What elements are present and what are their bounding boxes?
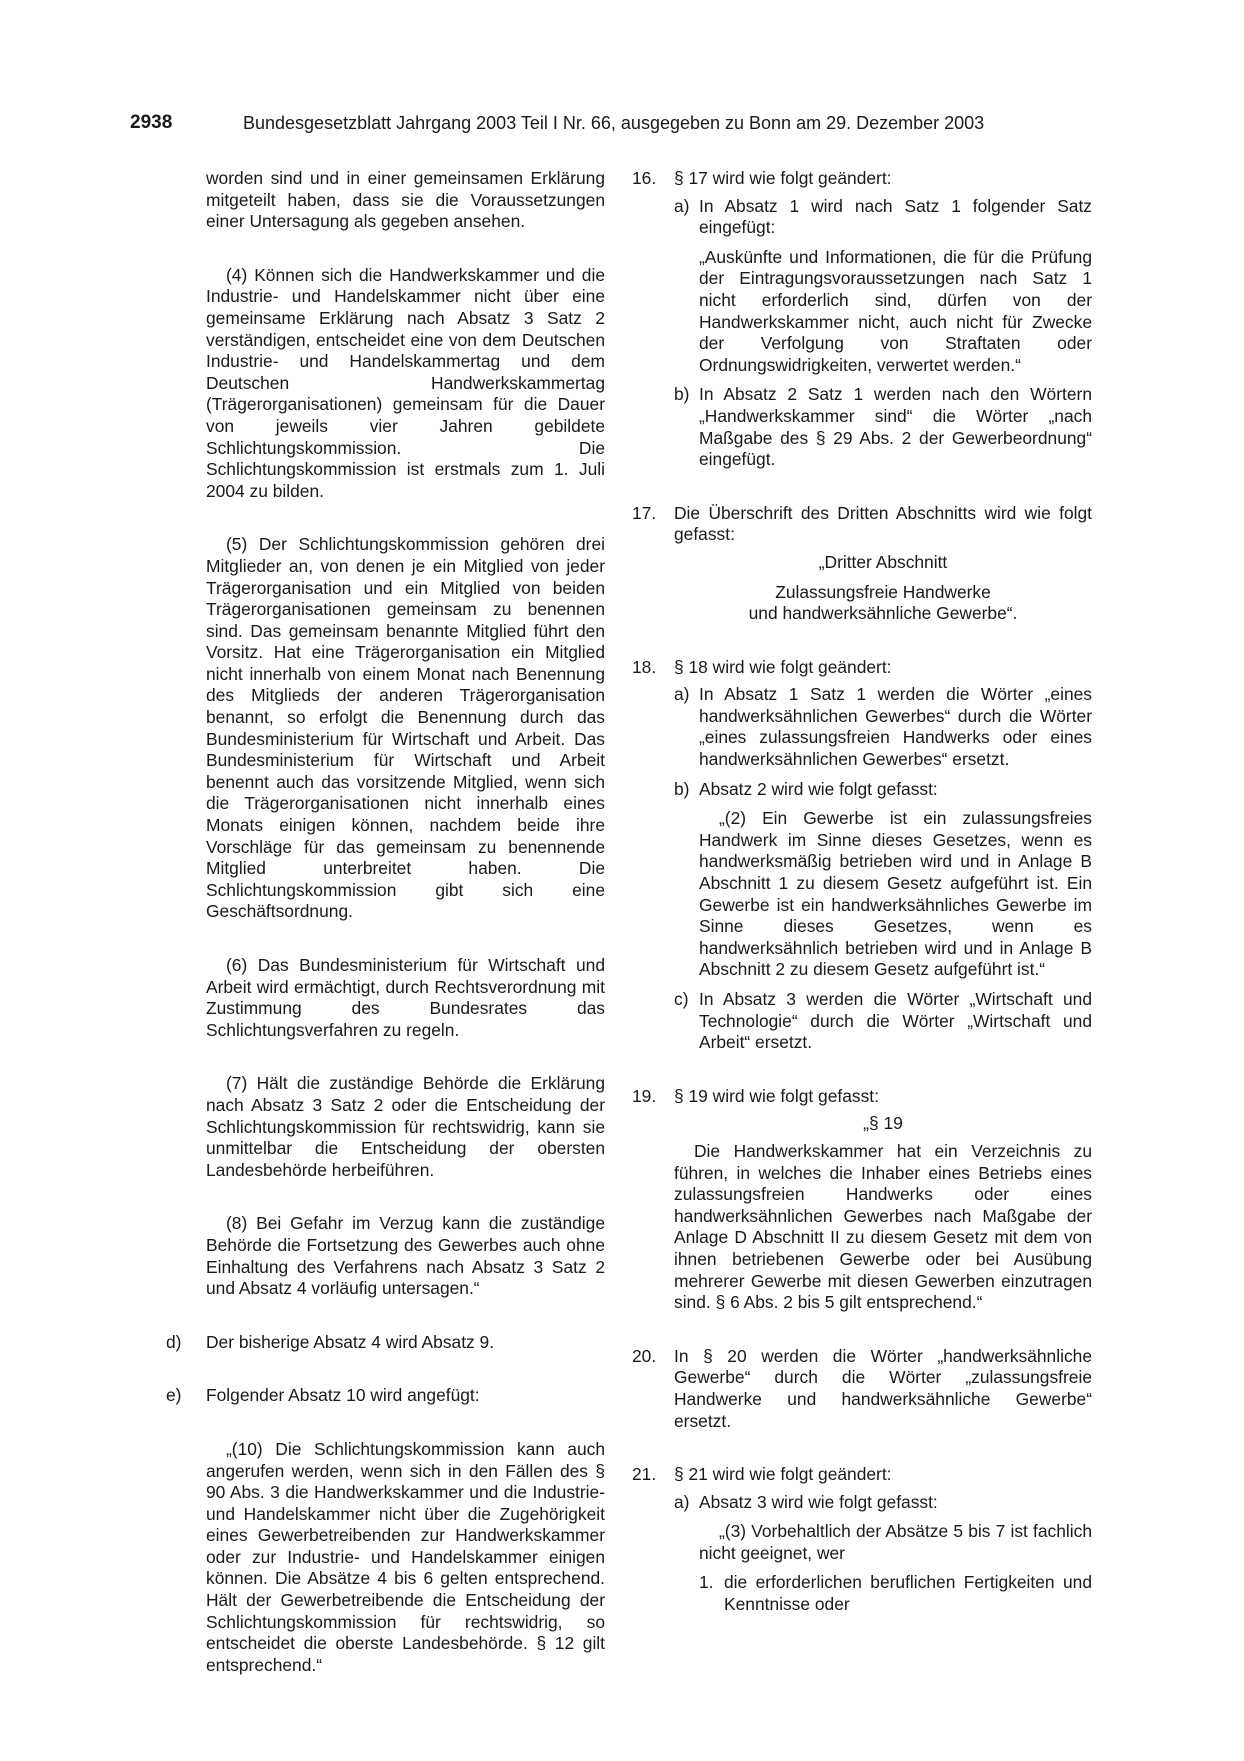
page-number: 2938 <box>130 112 173 133</box>
item-18b-quote: „(2) Ein Gewerbe ist ein zulassungsfreies Handwerk im Sinne dieses Gesetzes, wenn es handwerksmäßig betrieben wird und in Anlage B Abschnitt 1 zu diesem Gesetz aufgeführt ist. Ein Gewerbe ist ein handwerksähnliches Gewerbe im Sinne dieses Gesetzes, wenn es handwerksähnlich betrieben wird und in Anlage B Abschnitt 2 zu diesem Gesetz aufgeführt ist.“ <box>699 808 1092 980</box>
gazette-title: Bundesgesetzblatt Jahrgang 2003 Teil I Nr. 66, ausgegeben zu Bonn am 29. Dezember 2003 <box>243 113 985 133</box>
paragraph-4: (4) Können sich die Handwerkskammer und die Industrie- und Handelskammer nicht über eine gemeinsame Erklärung nach Absatz 3 Satz 2 verständigen, entscheidet eine von dem Deutschen Industrie- und Handelskammertag und dem Deutschen Handwerkskammertag (Trägerorganisationen) gemeinsam für die Dauer von jeweils vier Jahren gebildete Schlichtungskommission. Die Schlichtungskommission ist erstmals zum 1. Juli 2004 zu bilden. <box>206 264 605 501</box>
item-21a-1-text: die erforderlichen beruflichen Fertigkeiten und Kenntnisse oder <box>724 1572 1092 1615</box>
paragraph-8: (8) Bei Gefahr im Verzug kann die zuständige Behörde die Fortsetzung des Gewerbes auch ohne Einhaltung des Verfahrens nach Absatz 3 Satz 2 und Absatz 4 vorläufig untersagen.“ <box>206 1213 605 1299</box>
item-19-number: 19. <box>632 1085 657 1106</box>
item-d-label: d) <box>166 1331 182 1352</box>
item-20-number: 20. <box>632 1345 657 1366</box>
left-column <box>166 168 605 1676</box>
item-17-number: 17. <box>632 502 657 523</box>
paragraph-5: (5) Der Schlichtungskommission gehören drei Mitglieder an, von denen je ein Mitglied von jeder Trägerorganisation und ein Mitglied von beiden Trägerorganisationen gemeinsam zu benennen sind. Das gemeinsam benannte Mitglied führt den Vorsitz. Hat eine Trägerorganisation ein Mitglied nicht innerhalb von einem Monat nach Benennung des Mitglieds der anderen Trägerorganisation benannt, so erfolgt die Benennung durch das Bundesministerium für Wirtschaft und Arbeit. Das Bundesministerium für Wirtschaft und Arbeit benennt auch das vorsitzende Mitglied, wenn sich die Trägerorganisationen nicht innerhalb eines Monats einigen können, nachdem beide ihre Vorschläge für das gemeinsam zu benennende Mitglied unterbreitet haben. Die Schlichtungskommission gibt sich eine Geschäftsordnung. <box>206 534 605 922</box>
page-header <box>130 112 1130 142</box>
item-19-quote: Die Handwerkskammer hat ein Verzeichnis zu führen, in welches die Inhaber eines Betriebs eines zulassungsfreien Handwerks oder eines handwerksähnlichen Gewerbes nach Maßgabe der Anlage D Abschnitt II zu diesem Gesetz mit dem von ihnen betriebenen Gewerbe oder bei Ausübung mehrerer Gewerbe mit diesen Gewerben einzutragen sind. § 6 Abs. 2 bis 5 gilt entsprechend.“ <box>674 1140 1092 1313</box>
item-18c-label: c) <box>674 989 689 1009</box>
item-18b-text: Absatz 2 wird wie folgt gefasst: <box>699 778 938 799</box>
item-18 <box>632 657 1092 679</box>
item-e <box>166 1385 605 1407</box>
item-18b-label: b) <box>674 778 690 799</box>
item-18c <box>674 989 1092 1054</box>
item-16b-label: b) <box>674 384 690 405</box>
item-21-text: § 21 wird wie folgt geändert: <box>674 1464 892 1485</box>
item-16a-text: In Absatz 1 wird nach Satz 1 folgender Satz eingefügt: <box>699 195 1092 238</box>
item-19 <box>632 1086 1092 1108</box>
item-e-label: e) <box>166 1385 182 1406</box>
item-17-heading-2: Zulassungsfreie Handwerke <box>775 581 991 602</box>
item-16-number: 16. <box>632 168 657 188</box>
item-21a-quote: „(3) Vorbehaltlich der Absätze 5 bis 7 ist fachlich nicht geeignet, wer <box>699 1521 1092 1563</box>
item-18c-text: In Absatz 3 werden die Wörter „Wirtschaft und Technologie“ durch die Wörter „Wirtschaft und Arbeit“ ersetzt. <box>699 989 1092 1053</box>
item-17-heading-3: und handwerksähnliche Gewerbe“. <box>748 603 1018 624</box>
item-18b <box>674 779 1092 801</box>
item-18-number: 18. <box>632 656 657 677</box>
item-19-text: § 19 wird wie folgt gefasst: <box>674 1085 879 1106</box>
item-16a-label: a) <box>674 195 690 216</box>
item-20 <box>632 1346 1092 1432</box>
item-18a-label: a) <box>674 684 690 705</box>
item-16a-quote: „Auskünfte und Informationen, die für die Prüfung der Eintragungsvoraussetzungen nach Satz 1 nicht erforderlich sind, dürfen von der Handwerkskammer nicht, auch nicht für Zwecke der Verfolgung von Straftaten oder Ordnungswidrigkeiten, verwertet werden.“ <box>699 246 1092 375</box>
item-19-heading: „§ 19 <box>863 1113 903 1134</box>
item-e-text: Folgender Absatz 10 wird angefügt: <box>206 1385 480 1406</box>
item-17-heading-1: „Dritter Abschnitt <box>818 551 948 572</box>
item-18a <box>674 684 1092 770</box>
item-21a-1 <box>699 1572 1092 1615</box>
item-17-text: Die Überschrift des Dritten Abschnitts wird wie folgt gefasst: <box>674 502 1092 545</box>
paragraph-6: (6) Das Bundesministerium für Wirtschaft und Arbeit wird ermächtigt, durch Rechtsverordnung mit Zustimmung des Bundesrates das Schlichtungsverfahren zu regeln. <box>206 955 605 1040</box>
item-16 <box>632 168 1092 190</box>
item-21a-label: a) <box>674 1491 690 1512</box>
paragraph-7: (7) Hält die zuständige Behörde die Erklärung nach Absatz 3 Satz 2 oder die Entscheidung der Schlichtungskommission für rechtswidrig, kann sie unmittelbar die Entscheidung der obersten Landesbehörde herbeiführen. <box>206 1073 605 1180</box>
item-d <box>166 1332 605 1354</box>
item-21 <box>632 1464 1092 1486</box>
item-18a-text: In Absatz 1 Satz 1 werden die Wörter „eines handwerksähnlichen Gewerbes“ durch die Wörter „eines zulassungsfreien Handwerks oder eines handwerksähnlichen Gewerbes“ ersetzt. <box>699 684 1092 770</box>
item-21a-1-label: 1. <box>699 1572 714 1593</box>
item-21a <box>674 1492 1092 1514</box>
item-20-text: In § 20 werden die Wörter „handwerksähnliche Gewerbe“ durch die Wörter „zulassungsfreie Handwerke und handwerksähnliche Gewerbe“ ersetzt. <box>674 1345 1092 1431</box>
item-d-text: Der bisherige Absatz 4 wird Absatz 9. <box>206 1331 495 1352</box>
item-16b-text: In Absatz 2 Satz 1 werden nach den Wörtern „Handwerkskammer sind“ die Wörter „nach Maßgabe des § 29 Abs. 2 der Gewerbeordnung“ eingefügt. <box>699 384 1092 470</box>
item-17 <box>632 503 1092 546</box>
item-21a-text: Absatz 3 wird wie folgt gefasst: <box>699 1491 938 1512</box>
paragraph-10: „(10) Die Schlichtungskommission kann auch angerufen werden, wenn sich in den Fällen des § 90 Abs. 3 die Handwerkskammer und die Industrie- und Handelskammer nicht über die Zugehörigkeit eines Gewerbetreibenden zur Handwerkskammer oder zur Industrie- und Handelskammer einigen können. Die Absätze 4 bis 6 gelten entsprechend. Hält der Gewerbetreibende die Entscheidung der Schlichtungskommission für rechtswidrig, so entscheidet die oberste Landesbehörde. § 12 gilt entsprechend.“ <box>206 1438 605 1675</box>
item-18-text: § 18 wird wie folgt geändert: <box>674 656 892 677</box>
right-column <box>632 168 1092 1616</box>
item-21-number: 21. <box>632 1464 657 1485</box>
item-16-text: § 17 wird wie folgt geändert: <box>674 168 892 188</box>
item-16a <box>674 196 1092 239</box>
item-16b <box>674 384 1092 470</box>
paragraph-continuation: worden sind und in einer gemeinsamen Erklärung mitgeteilt haben, dass sie die Voraussetzungen einer Untersagung als gegeben ansehen. <box>206 168 605 232</box>
